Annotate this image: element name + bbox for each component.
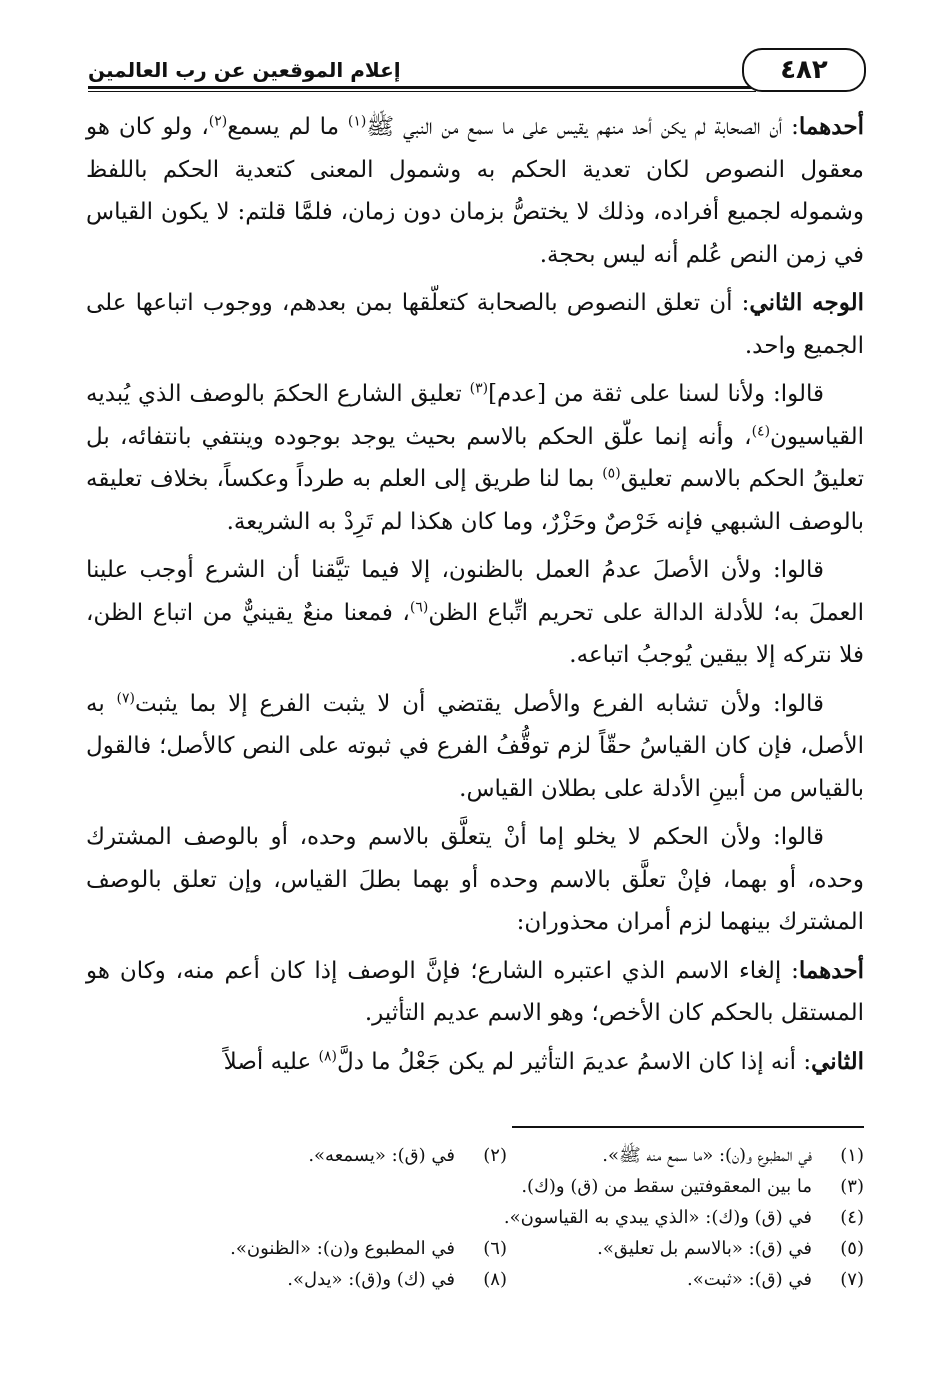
footnote [507, 1233, 864, 1264]
paragraph-lead: الثاني [811, 1047, 864, 1075]
paragraph [86, 950, 864, 1035]
paragraph-text: : أن تعلق النصوص بالصحابة كتعلّقها بمن بعدهم، ووجوب اتباعها على الجميع واحد. [86, 290, 864, 359]
footnote-text: في (ق) و(ك): «الذي يبدي به القياسون». [503, 1207, 812, 1228]
main-text [86, 106, 864, 1089]
header-rule [88, 86, 756, 89]
paragraph-text: قالوا: ولأن الحكم لا يخلو إما أنْ يتعلَّق بالاسم وحده، أو بالوصف المشترك وحده، أو بهما، فإنْ تعلَّق بالاسم وحده أو بهما بطلَ القياس، وإن تعلق بالوصف المشترك بينهما لزم أمران محذوران: [86, 824, 864, 935]
paragraph-text: ، فمعنا منعٌ يقينيٌّ من اتباع الظن، فلا نتركه إلا بيقين يُوجبُ اتباعه. [86, 599, 864, 668]
footnote-ref: (٤) [751, 422, 771, 439]
footnote-separator [512, 1126, 864, 1128]
footnote-ref: (٢) [208, 113, 228, 130]
footnote-number: (٨) [483, 1269, 507, 1290]
footnote [507, 1140, 864, 1171]
paragraph-text: تعليق الشارع الحكمَ بالوصف الذي يُبديه القياسيون [86, 381, 864, 450]
footnote-text: في (ق): «يسمعه». [308, 1145, 455, 1166]
footnote-ref: (٣) [469, 380, 489, 397]
footnote-number: (٧) [840, 1269, 864, 1290]
footnote-number: (٥) [840, 1238, 864, 1259]
page-number: ٤٨٢ [742, 48, 866, 92]
footnote-number: (٢) [483, 1145, 507, 1166]
paragraph-text: ، ولو كان هو معقول النصوص لكان تعدية الحكم به وشمول المعنى كتعدية الحكم باللفظ وشموله لجميع أفراده، وذلك لا يختصُّ بزمان دون زمان، فلمَّا قلتم: لا يكون القياس في زمن النص عُلم أنه ليس بحجة. [86, 114, 864, 268]
page-header [88, 44, 866, 94]
paragraph-text: قالوا: ولأن تشابه الفرع والأصل يقتضي أن لا يثبت الفرع إلا بما يثبت [134, 690, 824, 717]
paragraph [86, 683, 864, 811]
footnote-text: في (ق): «بالاسم بل تعليق». [597, 1238, 812, 1259]
footnote [150, 1233, 507, 1264]
footnote-ref: (٧) [116, 689, 135, 706]
footnotes [150, 1140, 864, 1295]
footnote-ref: (٦) [409, 598, 429, 615]
paragraph [86, 816, 864, 944]
footnote-text: في المطبوع و(ن): «ما سمع منه ﷺ». [602, 1145, 812, 1166]
paragraph-text: ما لم يسمع [227, 114, 348, 140]
footnote-row [150, 1140, 864, 1171]
paragraph-text: عليه أصلاً [223, 1048, 319, 1075]
paragraph-text: : إلغاء الاسم الذي اعتبره الشارع؛ فإنَّ الوصف إذا كان أعم منه، وكان هو المستقل بالحكم كان الأخص؛ وهو الاسم عديم التأثير. [86, 957, 864, 1026]
footnote-text: ما بين المعقوفتين سقط من (ق) و(ك). [521, 1176, 812, 1197]
paragraph-text: به الأصل، فإن كان القياسُ حقّاً لزم توقُّفُ الفرع في ثبوته على النص كالأصل؛ فالقول بالقياس من أبينِ الأدلة على بطلان القياس. [86, 690, 864, 802]
footnote-number: (١) [840, 1145, 864, 1166]
footnote-ref: (٥) [602, 465, 621, 482]
footnote-row [150, 1202, 864, 1233]
header-rule-thin [88, 91, 756, 92]
footnote-ref: (٨) [318, 1047, 337, 1064]
paragraph [86, 1041, 864, 1084]
paragraph [86, 282, 864, 367]
footnote [507, 1264, 864, 1295]
paragraph-lead: الوجه الثاني [749, 289, 864, 316]
footnote [507, 1171, 864, 1202]
paragraph [86, 373, 864, 543]
paragraph [86, 106, 864, 276]
footnote [503, 1202, 864, 1233]
footnote-number: (٦) [483, 1238, 507, 1259]
paragraph-text: ، وأنه إنما علّق الحكم بالاسم بحيث يوجد بوجوده وينتفي بانتفائه، بل تعليقُ الحكم بالاسم تعليق [86, 423, 864, 492]
paragraph-text: : أنه إذا كان الاسمُ عديمَ التأثير لم يكن جَعْلُ ما دلَّ [337, 1048, 812, 1075]
footnote-text: في (ك) و(ق): «يدل». [287, 1269, 455, 1290]
book-title: إعلام الموقعين عن رب العالمين [88, 58, 401, 82]
paragraph [86, 549, 864, 677]
footnote [150, 1264, 507, 1295]
footnote-row [150, 1171, 864, 1202]
paragraph-text: : أن الصحابة لم يكن أحد منهم يقيس على ما سمع من النبي ﷺ [366, 114, 799, 140]
footnote [150, 1140, 507, 1171]
footnote-ref: (١) [347, 113, 367, 130]
footnote-row [150, 1264, 864, 1295]
paragraph-text: قالوا: ولأنا لسنا على ثقة من [عدم] [488, 381, 824, 407]
paragraph-text: بما لنا طريق إلى العلم به طرداً وعكساً، بخلاف تعليقه بالوصف الشبهي فإنه خَرْصٌ وحَزْرٌ، وما كان هكذا لم تَرِدْ به الشريعة. [86, 466, 864, 535]
footnote-row [150, 1233, 864, 1264]
footnote-text: في المطبوع و(ن): «الظنون». [230, 1238, 455, 1259]
paragraph-lead: أحدهما [798, 956, 864, 984]
footnote-number: (٤) [840, 1207, 864, 1228]
footnote-text: في (ق): «ثبت». [687, 1269, 812, 1290]
footnote-number: (٣) [840, 1176, 864, 1197]
paragraph-lead: أحدهما [798, 113, 864, 140]
paragraph-text: قالوا: ولأن الأصلَ عدمُ العمل بالظنون، إلا فيما تيَّقنا أن الشرع أوجب علينا العملَ به؛ للأدلة الدالة على تحريم اتِّباع الظن [86, 557, 864, 626]
